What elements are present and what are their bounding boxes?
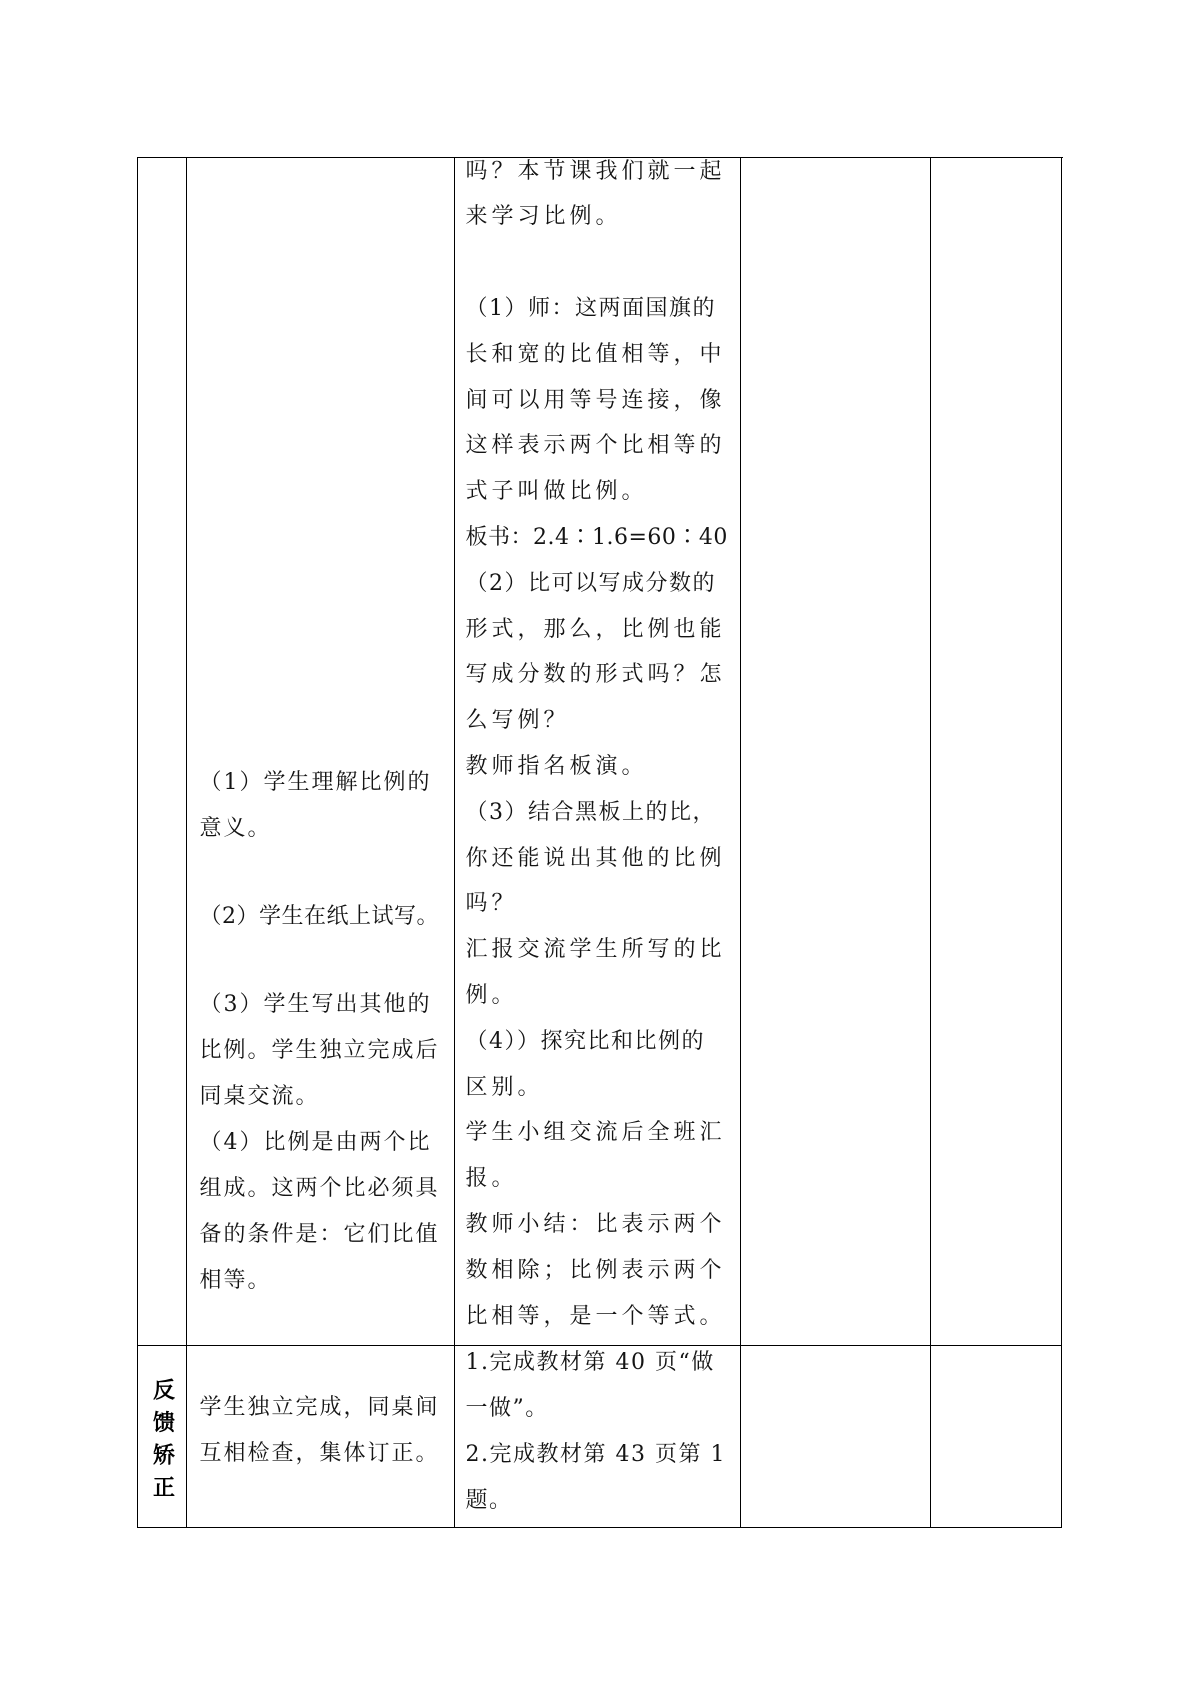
empty-cell	[741, 1346, 931, 1528]
text-line: （3）结合黑板上的比，	[465, 799, 716, 825]
text-line: 一做”。	[465, 1395, 549, 1421]
teacher-activity-cell	[455, 1346, 741, 1528]
text-line: 意义。	[199, 815, 272, 841]
stage-label-cell	[138, 1346, 187, 1528]
board-writing-line: 板书：2.4∶1.6=60∶40	[465, 525, 728, 551]
text-line: （1）师：这两面国旗的	[465, 296, 716, 322]
text-line: 2.完成教材第 43 页第 1	[465, 1441, 726, 1467]
text-line: 1.完成教材第 40 页“做	[465, 1349, 715, 1375]
text-line: 学生独立完成，同桌间	[199, 1394, 440, 1420]
text-line: （4）比例是由两个比	[199, 1129, 432, 1155]
text-line: 同桌交流。	[199, 1083, 320, 1109]
text-line: 来学习比例。	[465, 204, 622, 230]
empty-cell	[931, 158, 1062, 1346]
text-line: 教师小结：比表示两个	[465, 1212, 726, 1238]
stage-label-cell	[138, 158, 187, 1346]
text-line: 这样表示两个比相等的	[465, 433, 726, 459]
text-line: （1）学生理解比例的	[199, 769, 432, 795]
text-line: （4））探究比和比例的	[465, 1028, 705, 1054]
text-line: 相等。	[199, 1267, 272, 1293]
lesson-plan-table	[137, 157, 1063, 1528]
teacher-activity-cell	[455, 158, 741, 1346]
text-line: 备的条件是：它们比值	[199, 1221, 440, 1247]
teacher-activity-text	[466, 149, 728, 1340]
text-line: 比相等，是一个等式。	[465, 1303, 726, 1329]
stage-label: 反馈矫正	[149, 1377, 176, 1508]
text-line: 吗？本节课我们就一起	[465, 158, 726, 184]
student-activity-cell	[187, 1346, 455, 1528]
empty-cell	[931, 1346, 1062, 1528]
text-line: 互相检查，集体订正。	[199, 1440, 440, 1466]
text-line: 区别。	[465, 1074, 544, 1100]
student-activity-cell	[187, 158, 455, 1346]
text-line: 式子叫做比例。	[465, 479, 648, 505]
text-line: 间可以用等号连接，像	[465, 387, 726, 413]
text-line: 组成。这两个比必须具	[199, 1175, 440, 1201]
text-line: 比例。学生独立完成后	[199, 1037, 440, 1063]
text-line: 数相除；比例表示两个	[465, 1257, 726, 1283]
teacher-activity-text	[466, 1340, 726, 1524]
text-line: 长和宽的比值相等，中	[465, 341, 726, 367]
blank-line	[200, 940, 440, 982]
text-line: 吗？	[465, 891, 518, 917]
text-line: （3）学生写出其他的	[199, 991, 432, 1017]
text-line: （2）学生在纸上试写。	[199, 903, 439, 929]
text-line: （2）比可以写成分数的	[465, 570, 716, 596]
text-line: 你还能说出其他的比例	[465, 845, 726, 871]
blank-line	[466, 240, 728, 286]
empty-cell	[741, 158, 931, 1346]
text-line: 学生小组交流后全班汇	[465, 1120, 726, 1146]
text-line: 形式，那么，比例也能	[465, 616, 726, 642]
text-line: 教师指名板演。	[465, 754, 648, 780]
text-line: 汇报交流学生所写的比	[465, 937, 726, 963]
text-line: 报。	[465, 1166, 518, 1192]
text-line: 写成分数的形式吗？怎	[465, 662, 726, 688]
text-line: 例。	[465, 983, 518, 1009]
student-activity-text	[200, 760, 440, 1304]
text-line: 么写例？	[465, 708, 570, 734]
student-activity-text	[200, 1385, 440, 1477]
text-line: 题。	[465, 1487, 513, 1513]
blank-line	[200, 852, 440, 894]
